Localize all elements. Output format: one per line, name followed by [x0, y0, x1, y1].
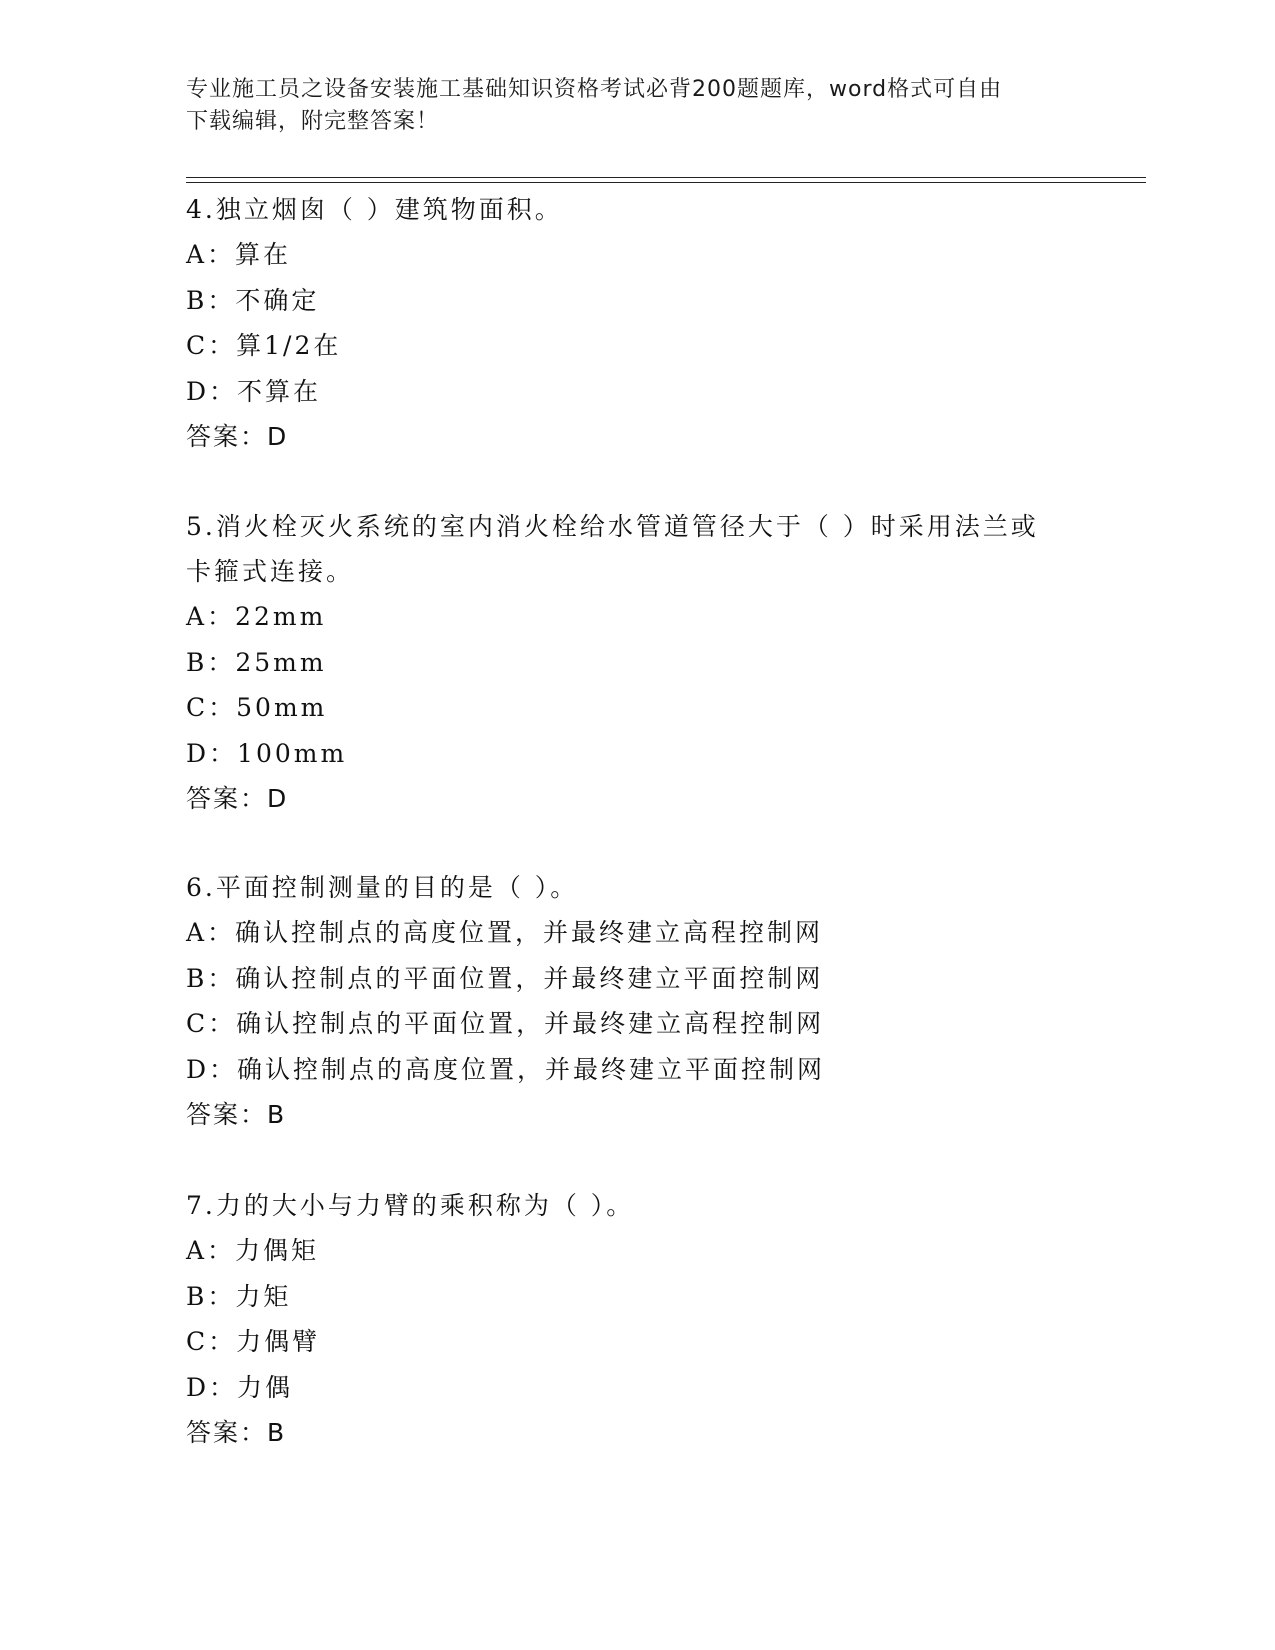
option-a: A：确认控制点的高度位置，并最终建立高程控制网 — [186, 918, 824, 947]
option-c: C：确认控制点的平面位置，并最终建立高程控制网 — [186, 1009, 825, 1038]
question-stem-line-1: 5.消火栓灭火系统的室内消火栓给水管道管径大于（ ）时采用法兰或 — [186, 512, 1039, 541]
option-d: D：100mm — [186, 738, 348, 768]
header-divider-top — [186, 177, 1146, 178]
question-stem: 4.独立烟囱（ ）建筑物面积。 — [186, 195, 563, 224]
question-7 — [186, 1183, 1086, 1455]
header-divider-bottom — [186, 182, 1146, 183]
question-5 — [186, 504, 1086, 821]
header-line-2: 下载编辑，附完整答案！ — [186, 109, 440, 134]
document-header — [186, 74, 1086, 138]
question-4 — [186, 187, 1086, 459]
answer-line: 答案：D — [186, 784, 289, 813]
option-b: B：25mm — [186, 647, 327, 677]
question-stem-line-2: 卡箍式连接。 — [186, 557, 355, 586]
option-a: A：22mm — [186, 602, 327, 631]
option-c: C：50mm — [186, 693, 328, 722]
question-6 — [186, 865, 1086, 1137]
answer-line: 答案：B — [186, 1100, 287, 1129]
question-stem: 7.力的大小与力臂的乘积称为（ ）。 — [186, 1191, 635, 1220]
question-stem: 6.平面控制测量的目的是（ ）。 — [186, 873, 579, 902]
option-d: D：力偶 — [186, 1372, 294, 1402]
option-a: A：力偶矩 — [186, 1236, 320, 1265]
header-line-1: 专业施工员之设备安装施工基础知识资格考试必背200题题库，word格式可自由 — [186, 77, 1003, 102]
option-d: D：确认控制点的高度位置，并最终建立平面控制网 — [186, 1054, 826, 1084]
answer-line: 答案：D — [186, 422, 289, 451]
option-c: C：算1/2在 — [186, 331, 342, 360]
option-a: A：算在 — [186, 240, 292, 269]
option-b: B：力矩 — [186, 1281, 292, 1311]
option-d: D：不算在 — [186, 376, 322, 406]
answer-line: 答案：B — [186, 1418, 287, 1447]
option-b: B：确认控制点的平面位置，并最终建立平面控制网 — [186, 963, 824, 993]
option-b: B：不确定 — [186, 285, 320, 315]
option-c: C：力偶臂 — [186, 1327, 321, 1356]
